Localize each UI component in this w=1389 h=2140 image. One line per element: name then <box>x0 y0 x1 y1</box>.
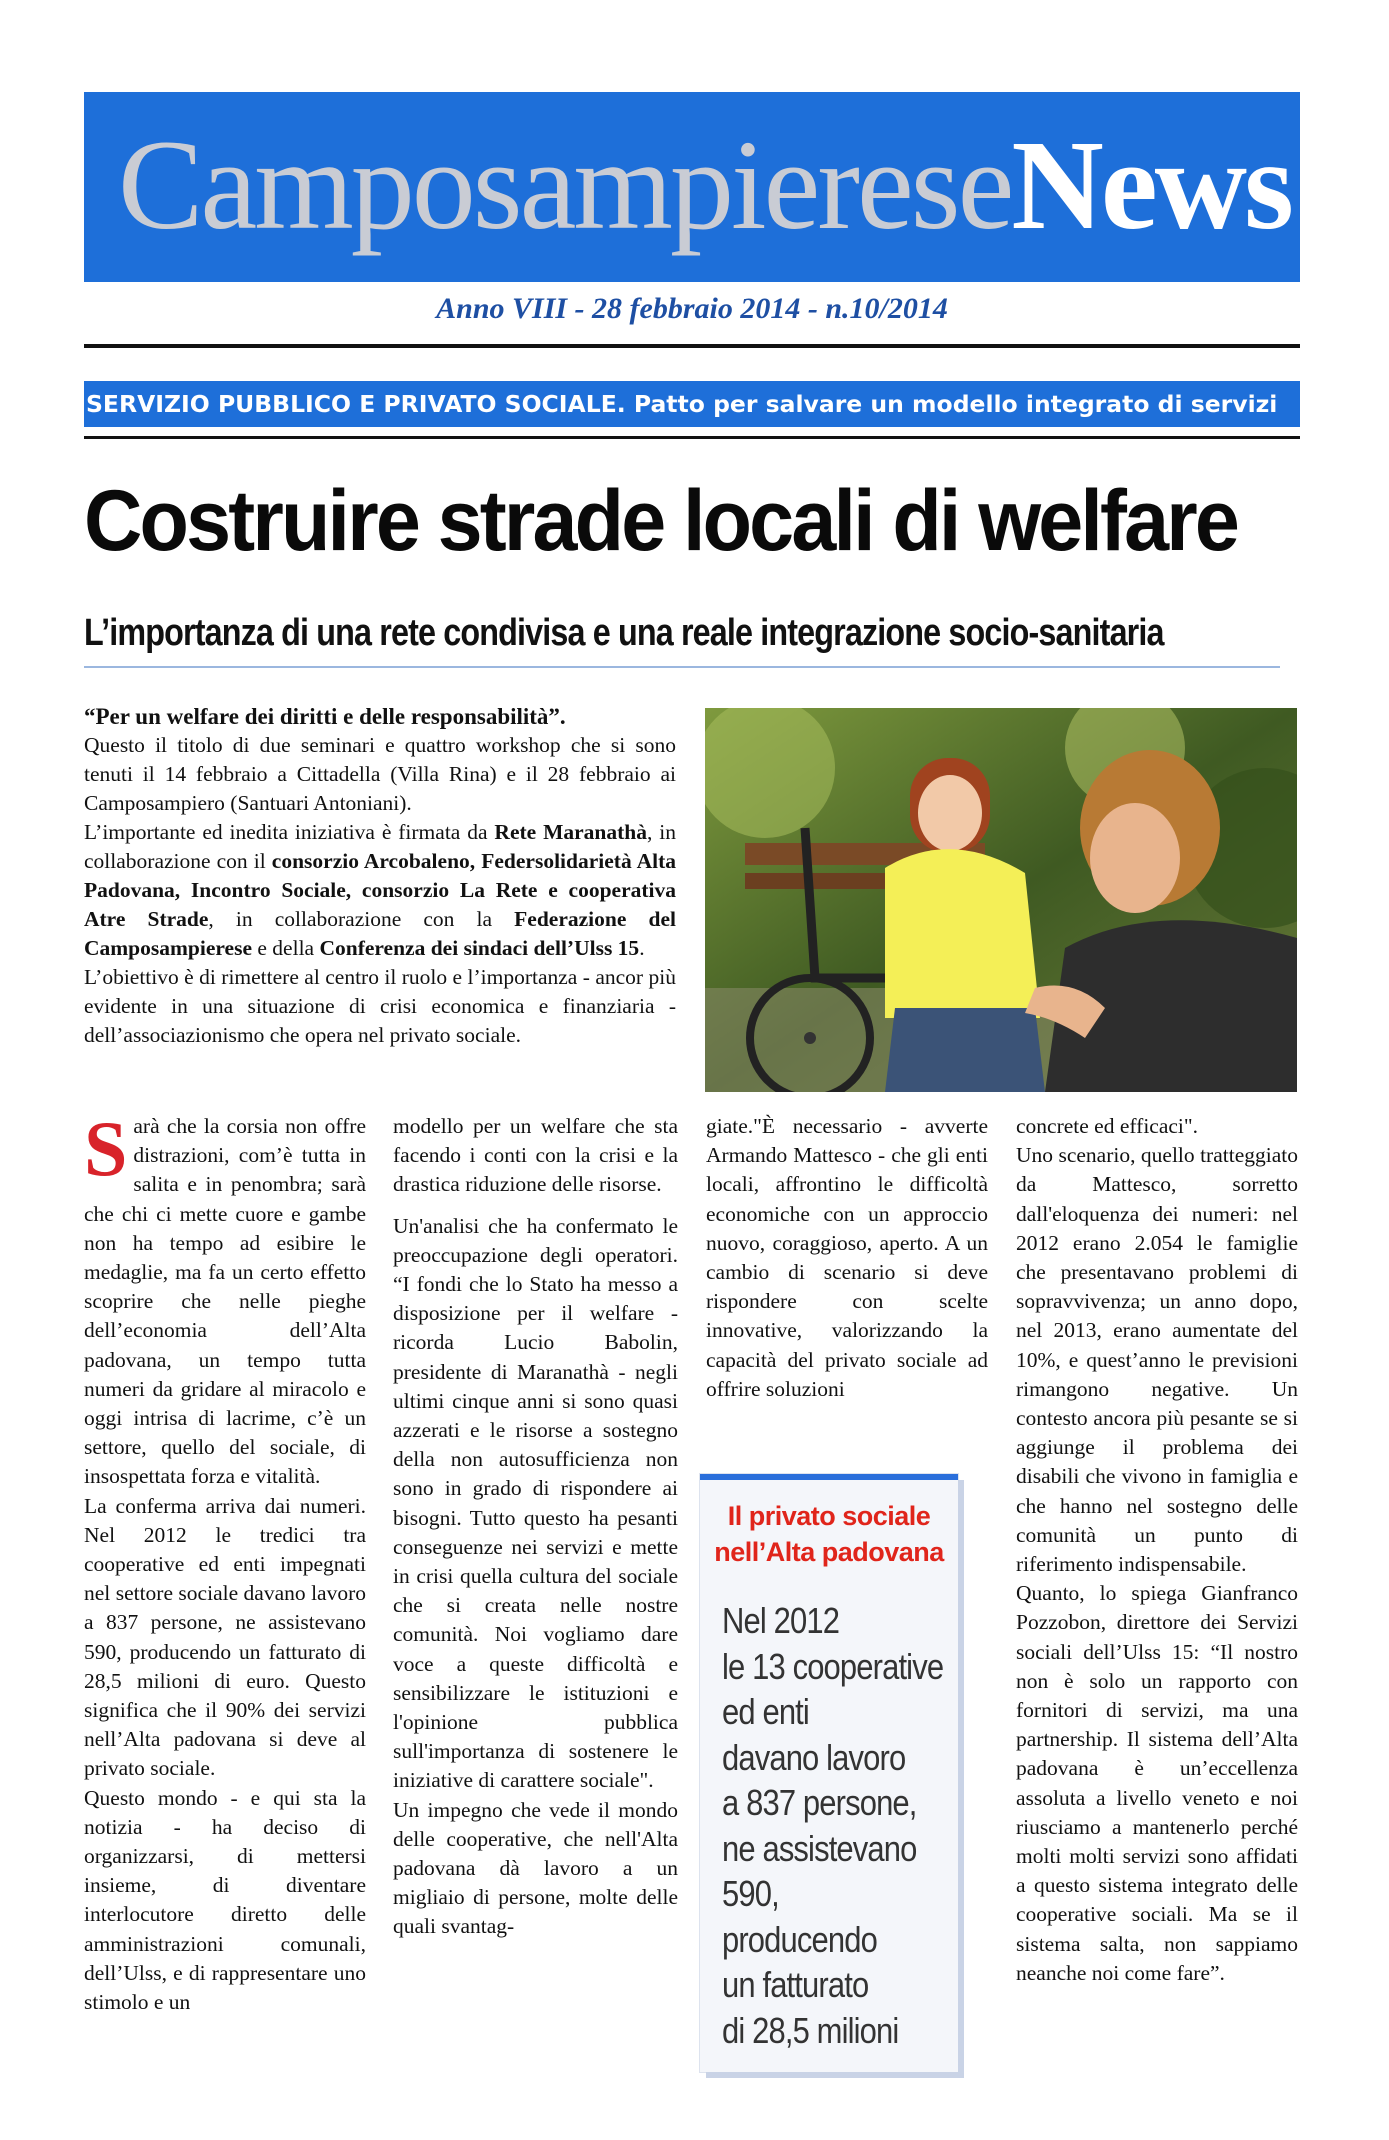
column-4-paragraph-2: Uno scenario, quello tratteggiato da Mattesco, sorretto dall'eloquenza dei numeri: nel 2012 erano 2.054 le famiglie che presentavano problemi di sopravvivenza; un anno dopo, nel 2013, erano aumentate del 10%, e quest’anno le previsioni rimangono negative. Un contesto ancora più pesante se si aggiunge il problema dei disabili che vivono in famiglia e che hanno nel sostegno delle comunità un punto di riferimento indispensabile. <box>1016 1143 1298 1577</box>
intro-block <box>84 702 676 1050</box>
paragraph-gap <box>393 1200 678 1212</box>
intro-text: L’importante ed inedita iniziativa è firmata da <box>84 820 495 844</box>
sidebar-body: Nel 2012 le 13 cooperative ed enti davano lavoro a 837 persone, ne assistevano 590, producendo un fatturato di 28,5 milioni <box>722 1600 944 2051</box>
photo-illustration <box>705 708 1297 1092</box>
masthead-title-part1: Camposampierese <box>118 114 1012 256</box>
sidebar-box <box>700 1474 958 2072</box>
sidebar-title: Il privato sociale nell’Alta padovana <box>714 1501 944 1567</box>
drop-cap: S <box>84 1105 128 1192</box>
article-headline: Costruire strade locali di welfare <box>84 473 1238 569</box>
column-2-paragraph-2: Un'analisi che ha confermato le preoccupazione degli operatori. “I fondi che lo Stato ha messo a disposizione per il welfare - ricorda Lucio Babolin, presidente di Maranathà - negli ultimi cinque anni si sono quasi azzerati e le risorse a sostegno della non autosufficienza non sono in grado di rispondere ai bisogni. Tutto questo ha pesanti conseguenze nei servizi e mette in crisi quella cultura del sociale che si creata nelle nostre comunità. Noi vogliamo dare voce a queste difficoltà e sensibilizzare le istituzioni e l'opinione pubblica sull'importanza di sostenere le iniziative di carattere sociale". <box>393 1213 678 1793</box>
masthead-title <box>118 100 1291 270</box>
section-kicker: SERVIZIO PUBBLICO E PRIVATO SOCIALE. Patto per salvare un modello integrato di servizi <box>84 381 1300 427</box>
subhead-rule <box>84 666 1280 668</box>
column-1-paragraph-2: La conferma arriva dai numeri. Nel 2012 le tredici tra cooperative ed enti impegnati nel settore sociale davano lavoro a 837 persone, ne assistevano 590, producendo un fatturato di 28,5 milioni di euro. Questo significa che il 90% dei servizi nell’Alta padovana si deve al privato sociale. <box>84 1493 366 1781</box>
intro-text: . <box>639 936 645 960</box>
intro-text: , in collaborazione con il <box>84 820 676 873</box>
intro-bold-federazione: Federazione del Camposampierese <box>84 907 676 960</box>
intro-lead: “Per un welfare dei diritti e delle responsabilità”. <box>84 704 566 729</box>
column-2-paragraph-3: Un impegno che vede il mondo delle cooperative, che nell'Alta padovana dà lavoro a un migliaio di persone, molte delle quali svantag- <box>393 1797 678 1939</box>
article-column-2 <box>393 1112 678 1942</box>
column-1-text: arà che la corsia non offre distrazioni, com’è tutta in salita e in penombra; sarà che chi ci mette cuore e gambe non ha tempo ad esibire le medaglie, ma fa un certo effetto scoprire che nelle pieghe dell’economia dell’Alta padovana, un tempo tutta numeri da gridare al miracolo e oggi intrisa di lacrime, c’è un settore, quello del sociale, di insospettata forza e vitalità. <box>84 1114 366 1489</box>
column-2-paragraph-1: modello per un welfare che sta facendo i conti con la crisi e la drastica riduzione delle risorse. <box>393 1114 678 1197</box>
column-1-paragraph-1 <box>84 1105 366 1492</box>
article-column-1 <box>84 1105 366 2017</box>
column-3-paragraph-1: giate."È necessario - avverte Armando Mattesco - che gli enti locali, affrontino le difficoltà economiche con un approccio nuovo, coraggioso, aperto. A un cambio di scenario si deve rispondere con scelte innovative, valorizzando la capacità del privato sociale ad offrire soluzioni <box>706 1114 988 1401</box>
intro-bold-rete: Rete Maranathà <box>494 820 647 844</box>
masthead-banner <box>84 92 1300 282</box>
issue-line: Anno VIII - 28 febbraio 2014 - n.10/2014 <box>436 292 948 325</box>
kicker-rule <box>84 436 1300 439</box>
intro-paragraph-1: Questo il titolo di due seminari e quattro workshop che si sono tenuti il 14 febbraio a Cittadella (Villa Rina) e il 28 febbraio ai Camposampiero (Santuari Antoniani). <box>84 733 676 815</box>
column-1-paragraph-3: Questo mondo - e qui sta la notizia - ha deciso di organizzarsi, di mettersi insieme, di diventare interlocutore diretto delle amministrazioni comunali, dell’Ulss, e di rappresentare uno stimolo e un <box>84 1785 366 2015</box>
intro-paragraph-2 <box>84 818 676 963</box>
article-column-4 <box>1016 1112 1298 1988</box>
article-column-3 <box>706 1112 988 1404</box>
intro-text: e della <box>252 936 320 960</box>
column-4-paragraph-1: concrete ed efficaci". <box>1016 1114 1199 1138</box>
article-photo <box>705 708 1297 1092</box>
column-4-paragraph-3: Quanto, lo spiega Gianfranco Pozzobon, direttore dei Servizi sociali dell’Ulss 15: “Il nostro non è solo un rapporto con fornitori di servizi, ma una partnership. Il sistema dell’Alta padovana è un’eccellenza assoluta a livello veneto e noi riusciamo a mantenerlo perché molti molti servizi sono affidati a questo sistema integrato delle cooperative sociali. Ma se il sistema salta, non sappiamo neanche noi come fare”. <box>1016 1581 1298 1985</box>
intro-paragraph-3: L’obiettivo è di rimettere al centro il ruolo e l’importanza - ancor più evidente in una situazione di crisi economica e finanziaria - dell’associazionismo che opera nel privato sociale. <box>84 965 676 1047</box>
intro-text: , in collaborazione con la <box>208 907 515 931</box>
article-subheadline: L’importanza di una rete condivisa e una reale integrazione socio-sanitaria <box>84 612 1164 654</box>
top-rule <box>84 344 1300 348</box>
intro-bold-partners: consorzio Arcobaleno, Federsolidarietà Alta Padovana, Incontro Sociale, consorzio La Rete e cooperativa Atre Strade <box>84 849 676 931</box>
intro-bold-conferenza: Conferenza dei sindaci dell’Ulss 15 <box>319 936 640 960</box>
masthead-title-part2: News <box>1011 114 1291 256</box>
